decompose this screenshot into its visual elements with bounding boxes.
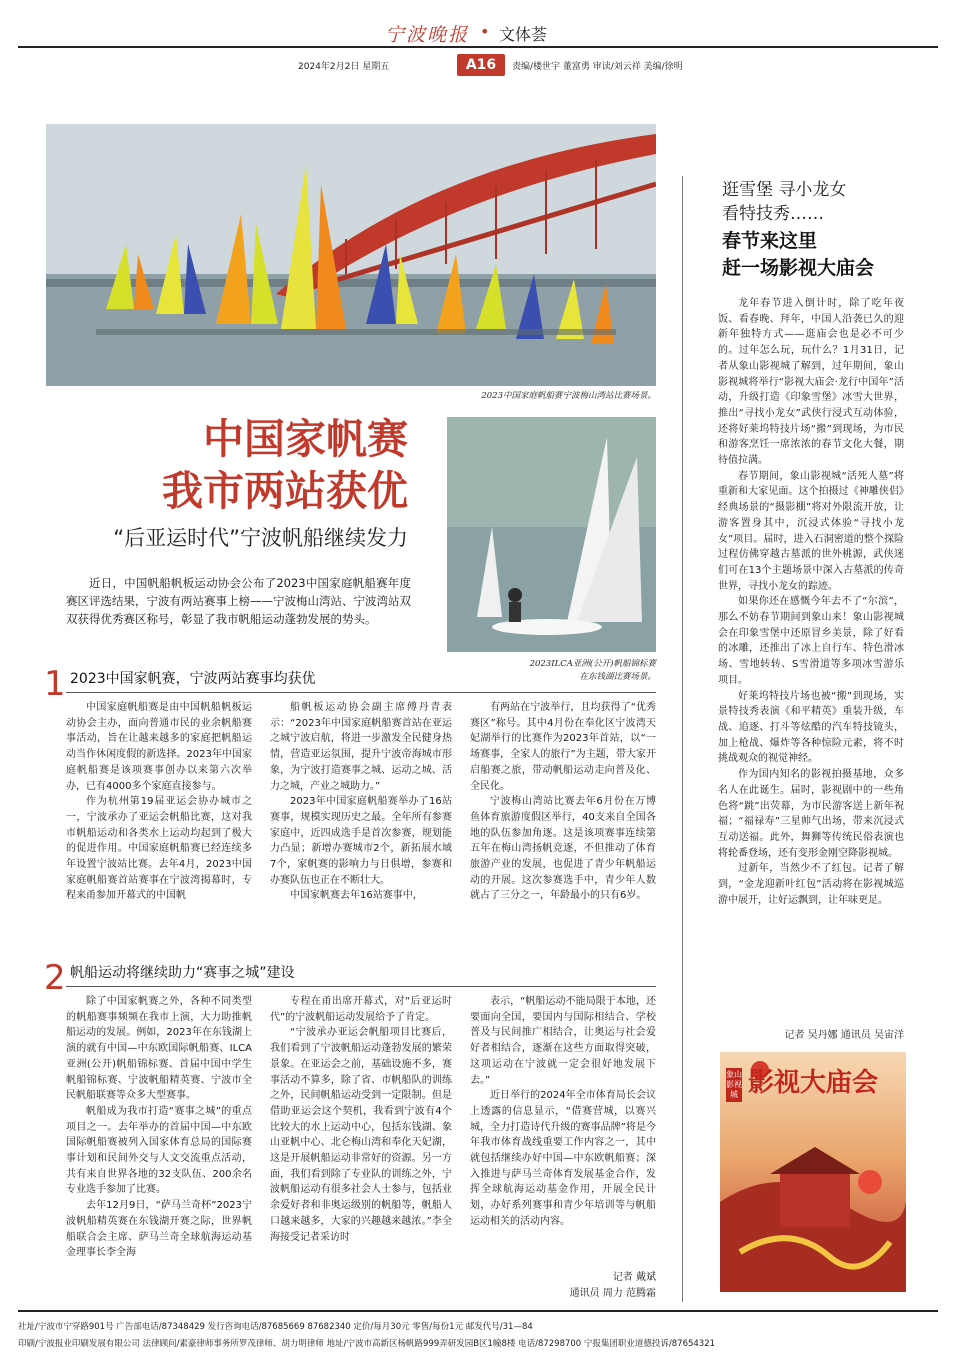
sidebar-body <box>718 296 904 908</box>
poster-tag: 象山影视城 <box>726 1068 742 1102</box>
headline-line1: 中国家帆赛 <box>203 415 408 463</box>
issue-date: 2024年2月2日 星期五 <box>298 62 390 72</box>
sidebar-divider <box>682 176 683 1302</box>
s1c3-p2: 宁波梅山湾站比赛去年6月份在万博鱼体育旅游度假区举行，40支来自全国各地的队伍参加角逐。这是该项赛事连续第五年在梅山湾扬帆竞逐，不但推动了体育旅游产业的发展，也促进了青少年帆船运动的开展。这次参赛选手中，青少年人数就占了三分之一，年龄最小的只有6岁。 <box>470 796 656 902</box>
sidebar-title-2: 赶一场影视大庙会 <box>722 257 875 279</box>
section-2-author-1: 记者 戴斌 <box>612 1272 656 1283</box>
section-1-rule <box>66 692 656 693</box>
s1c1-p1: 中国家庭帆船赛是由中国帆船帆板运动协会主办，面向普通市民的业余帆船赛事活动，旨在让越来越多的家庭把帆船运动当作休闲度假的新选择。2023年中国家庭帆船赛是该项赛事创办以来第六次举办，已有4000多个家庭直接参与。 <box>66 702 252 792</box>
section-2-column-3 <box>470 994 656 1230</box>
section-1-column-1 <box>66 700 252 904</box>
footer-line-1: 社址/宁波市宁穿路901号 广告部电话/87348429 发行咨询电话/87685669 87682340 定价/每月30元 零售/每份1元 邮发代号/31—84 <box>18 1322 533 1332</box>
sidebar-kicker-2: 看特技秀…… <box>722 204 824 224</box>
section-2-title: 帆船运动将继续助力“赛事之城”建设 <box>70 965 295 981</box>
sidebar-p1: 龙年春节进入倒计时，除了吃年夜饭、看春晚、拜年，中国人沿袭已久的迎新年独特方式——逛庙会也是必不可少的。过年怎么玩，玩什么？1月31日，记者从象山影视城了解到，过年期间，象山影视城将举行“影视大庙会·龙行中国年”活动，升级打造《印象雪堡》冰雪大世界，推出“寻找小龙女”武侠行浸式互动体验，还将好莱坞特技片场“搬”到现场，为市民和游客烹饪一席浓浓的春节文化大餐，期待值拉满。 <box>718 298 904 467</box>
masthead-dot: • <box>480 22 490 41</box>
s1c2-p1: 船帆板运动协会副主席傅丹青表示：“2023年中国家庭帆船赛首站在亚运之城宁波启航，将进一步激发全民健身热情，营造亚运氛围，提升宁波帝海城市形象，为宁波打造赛事之城、运动之城、活力之城，产业之城助力。” <box>270 702 452 792</box>
footer-rule <box>18 1310 938 1312</box>
s2c3-p2: 近日举行的2024年全市体育局长会议上透露的信息显示，“借赛营城，以赛兴城，全力打造诗代升级的赛事品牌”将是今年我市体育战线重要工作内容之一，其中就包括继续办好中国—中东欧帆船赛；深入推进与萨马兰奇体育发展基金合作，发挥全球航海运动基金作用，开展全民计划，办好系列赛事和青少年培训等与帆船运动相关的活动内容。 <box>470 1090 656 1227</box>
section-2-column-1 <box>66 994 252 1261</box>
headline-line2: 我市两站获优 <box>162 467 408 515</box>
s1c2-p2: 2023年中国家庭帆船赛举办了16站赛事，规模实现历史之最。全年所有参赛家庭中，近四成选手是首次参赛，规划能力凸显；新增办赛城市2个，新拓展水域7个，家帆赛的影响力与日俱增，参赛和办赛队伍也正在不断壮大。 <box>270 796 452 886</box>
dinghy-illustration <box>447 417 656 652</box>
lead-paragraph: 近日，中国帆船帆板运动协会公布了2023中国家庭帆船赛年度赛区评选结果，宁波有两站赛事上榜——宁波梅山湾站、宁波湾站双双获得优秀赛区称号，彰显了我市帆船运动蓬勃发展的势头。 <box>66 576 411 626</box>
section-1-column-2 <box>270 700 452 904</box>
ilca-caption-line2: 在东钱湖比赛场景。 <box>579 672 656 682</box>
section-2-rule <box>66 986 656 987</box>
subheadline: “后亚运时代”宁波帆船继续发力 <box>113 526 408 550</box>
sidebar-p6: 过新年，当然少不了红包。记者了解到，“金龙迎新叶红包”活动将在影视城巡游中展开，让好运飘到，让年味更足。 <box>718 863 904 906</box>
sidebar-title-1: 春节来这里 <box>722 230 818 252</box>
masthead-rule <box>18 46 938 48</box>
section-name: 文体荟 <box>499 25 548 44</box>
sidebar-p4: 好莱坞特技片场也被“搬”到现场，实景特技秀表演《和平精英》重装升级，车战、追逐、打斗等炫酷的汽车特技镜头，加上枪战、爆炸等各种惊险元素，将不时挑战观众的视觉神经。 <box>718 690 904 765</box>
page-number-badge: A16 <box>457 54 505 76</box>
sidebar-kicker-1: 逛雪堡 寻小龙女 <box>722 180 847 200</box>
temple-fair-poster <box>720 1052 906 1292</box>
editors-line: 责编/楼世宇 董富勇 审读/刘云祥 美编/徐明 <box>512 62 683 72</box>
s1c1-p2: 作为杭州第19届亚运会协办城市之一，宁波承办了亚运会帆船比赛，这对我市帆船运动和各类水上运动均起到了极大的促进作用。中国家庭帆船赛已经连续多年设置宁波站比赛。去年4月，2023中国家庭帆船赛首站赛事在宁波湾揭幕时，专程来甬参加开幕式的中国帆 <box>66 796 252 902</box>
s2c2-p1: 专程在甬出席开幕式，对“后亚运时代”的宁波帆船运动发展给予了肯定。 <box>270 996 452 1023</box>
masthead-logo: 宁波晚报 <box>385 24 470 46</box>
section-2-author-2: 通讯员 周力 范腾霜 <box>569 1288 656 1299</box>
sidebar-p5: 作为国内知名的影视拍摄基地，众多名人在此诞生。届时，影视剧中的一些角色将“跳”出荧幕，为市民游客送上新年祝福；“福禄寿”三星帅气出场，带来沉浸式互动送福。此外，舞狮等传统民俗表演也将轮番登场，还有变形金刚空降影视城。 <box>718 769 904 859</box>
s2c3-p1: 表示，“帆船运动不能局限于本地，还要面向全国，要国内与国际相结合、学校普及与民间推广相结合，让奥运与社会爱好者相结合，逐渐在这些方面取得突破，这项运动在宁波就一定会很好地发展下去。” <box>470 996 656 1086</box>
section-2-column-2 <box>270 994 452 1245</box>
s2c1-p3: 去年12月9日，“萨马兰奇杯”2023宁波帆船精英赛在东钱湖开赛之际，世界帆船联合会主席、萨马兰奇全球航海运动基金理事长李全海 <box>66 1200 252 1259</box>
section-1-number: 1 <box>44 664 66 704</box>
section-1-column-3 <box>470 700 656 904</box>
ilca-photo <box>447 417 656 652</box>
sidebar-p2: 春节期间，象山影视城“活死人墓”将重新和大家见面。这个拍摄过《神雕侠侣》经典场景的“摄影棚”将对外限流开放，让游客置身其中，沉浸式体验“寻找小龙女”项目。届时，进入石洞密道的整个探险过程仿佛穿越古墓派的世外桃源，武侠迷们可在13个主题场景中深入古墓派的传奇世界，寻找小龙女的踪迹。 <box>718 470 904 592</box>
section-1-title: 2023中国家帆赛，宁波两站赛事均获优 <box>70 671 316 687</box>
poster-title: 影视大庙会 <box>748 1068 879 1098</box>
s2c2-p2: “宁波承办亚运会帆船项目比赛后，我们看到了宁波帆船运动蓬勃发展的繁荣景象。在亚运会之前，基础设施不多，赛事活动不算多，除了省、市帆船队的训练之外，民间帆船运动受到一定限制。但是借助亚运会这个契机，我看到宁波有4个比较大的水上运动中心，包括东钱湖、象山亚帆中心、北仑梅山湾和奉化天妃湖，这是开展帆船运动非常好的资源。另一方面，我们看到除了专业队的训练之外，宁波帆船运动有很多社会人士参与，包括业余爱好者和非奥运级别的帆船等，帆船人口越来越多，大家的兴趣越来越浓。”李全海接受记者采访时 <box>270 1027 452 1243</box>
regatta-photo-caption: 2023中国家庭帆船赛宁波梅山湾站比赛场景。 <box>481 391 656 401</box>
s1c3-p1: 有两站在宁波举行，且均获得了“优秀赛区”称号。其中4月份在奉化区宁波湾天妃湖举行的比赛作为2023年首站，以“一场赛事，全家人的旅行”为主题，带大家开启船赛之旅，带动帆船运动走向普及化、全民化。 <box>470 702 656 792</box>
ilca-caption-line1: 2023ILCA亚洲(公开)帆船锦标赛 <box>529 659 656 669</box>
regatta-photo <box>46 124 656 386</box>
sidebar-author: 记者 吴丹娜 通讯员 吴宙洋 <box>784 1030 904 1041</box>
s2c1-p2: 帆船成为我市打造“赛事之城”的重点项目之一。去年举办的首届中国—中东欧国际帆船赛被列入国家体育总局的国际赛事计划和民间外交与人文交流重点活动，共有来自世界各地的32支队伍、200余名专业选手参加了比赛。 <box>66 1105 252 1196</box>
sidebar-p3: 如果你还在感慨今年去不了“尔滨”，那么不妨春节期间到象山来！象山影视城会在印象雪堡中还原冒乡美景，除了好看的冰雕，还推出了冰上自行车、特色滑冰场、雪地转转、S雪滑道等多项冰雪游乐项目。 <box>718 596 904 686</box>
footer-line-2: 印刷/宁波报业印刷发展有限公司 法律顾问/素豪律师事务所罗茂律师、胡力明律师 地址/宁波市高新区杨帆路999弄研发园B区1幢8楼 电话/87298700 宁报集团职业道德投诉/87654321 <box>18 1339 716 1349</box>
regatta-illustration <box>46 124 656 386</box>
s2c1-p1: 除了中国家帆赛之外，各种不同类型的帆船赛事频频在我市上演，大力助推帆船运动的发展。例如，2023年在东钱湖上演的就有中国—中东欧国际帆船赛、ILCA亚洲(公开)帆船锦标赛、首届中国中学生帆船锦标赛、宁波帆船精英赛、宁波市全民帆船联赛等众多大型赛事。 <box>66 996 252 1102</box>
s1c2-p3: 中国家帆赛去年16站赛事中， <box>290 890 423 902</box>
section-2-number: 2 <box>44 958 66 998</box>
